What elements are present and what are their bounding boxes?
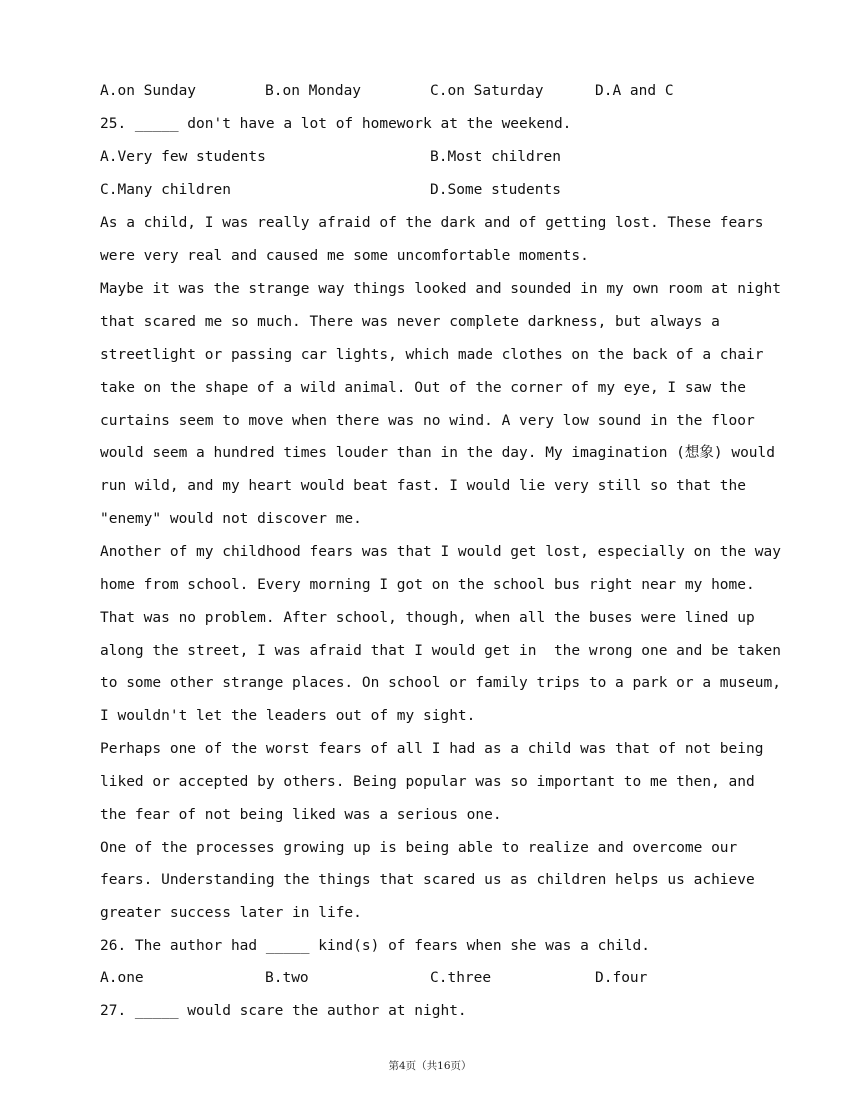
passage-line: to some other strange places. On school or family trips to a park or a museum, <box>100 675 781 691</box>
passage-line: Another of my childhood fears was that I would get lost, especially on the way <box>100 544 781 560</box>
passage-line: streetlight or passing car lights, which made clothes on the back of a chair <box>100 347 764 363</box>
passage-line: greater success later in life. <box>100 905 362 921</box>
q27-stem: 27. _____ would scare the author at night. <box>100 1003 467 1019</box>
q25-option-d: D.Some students <box>430 182 561 198</box>
passage-line: that scared me so much. There was never complete darkness, but always a <box>100 314 720 330</box>
passage-line: would seem a hundred times louder than in the day. My imagination (想象) would <box>100 445 776 461</box>
passage-line: the fear of not being liked was a serious one. <box>100 807 502 823</box>
q24-option-a: A.on Sunday <box>100 83 197 99</box>
passage-line: I wouldn't let the leaders out of my sight. <box>100 708 476 724</box>
q25-stem: 25. _____ don't have a lot of homework at the weekend. <box>100 116 572 132</box>
q26-option-b: B.two <box>265 970 309 986</box>
passage-line: take on the shape of a wild animal. Out of the corner of my eye, I saw the <box>100 380 747 396</box>
page-number-footer: 第4页（共16页） <box>388 1060 472 1072</box>
q24-option-c: C.on Saturday <box>430 83 544 99</box>
passage-line: were very real and caused me some uncomfortable moments. <box>100 248 589 264</box>
passage-line: liked or accepted by others. Being popular was so important to me then, and <box>100 774 755 790</box>
q26-stem: 26. The author had _____ kind(s) of fears when she was a child. <box>100 938 650 954</box>
passage-line: As a child, I was really afraid of the dark and of getting lost. These fears <box>100 215 764 231</box>
q25-option-b: B.Most children <box>430 149 561 165</box>
passage-line: home from school. Every morning I got on the school bus right near my home. <box>100 577 755 593</box>
q24-option-b: B.on Monday <box>265 83 362 99</box>
passage-line: One of the processes growing up is being able to realize and overcome our <box>100 840 738 856</box>
q26-option-d: D.four <box>595 970 648 986</box>
passage-line: along the street, I was afraid that I would get in the wrong one and be taken <box>100 643 781 659</box>
q24-option-d: D.A and C <box>595 83 674 99</box>
q26-option-c: C.three <box>430 970 492 986</box>
passage-line: curtains seem to move when there was no wind. A very low sound in the floor <box>100 413 755 429</box>
passage-line: Perhaps one of the worst fears of all I had as a child was that of not being <box>100 741 764 757</box>
passage-line: That was no problem. After school, though, when all the buses were lined up <box>100 610 755 626</box>
passage-line: "enemy" would not discover me. <box>100 511 362 527</box>
q25-option-a: A.Very few students <box>100 149 266 165</box>
q26-option-a: A.one <box>100 970 144 986</box>
q25-option-c: C.Many children <box>100 182 231 198</box>
passage-line: Maybe it was the strange way things looked and sounded in my own room at night <box>100 281 781 297</box>
passage-line: run wild, and my heart would beat fast. I would lie very still so that the <box>100 478 747 494</box>
passage-line: fears. Understanding the things that scared us as children helps us achieve <box>100 872 755 888</box>
